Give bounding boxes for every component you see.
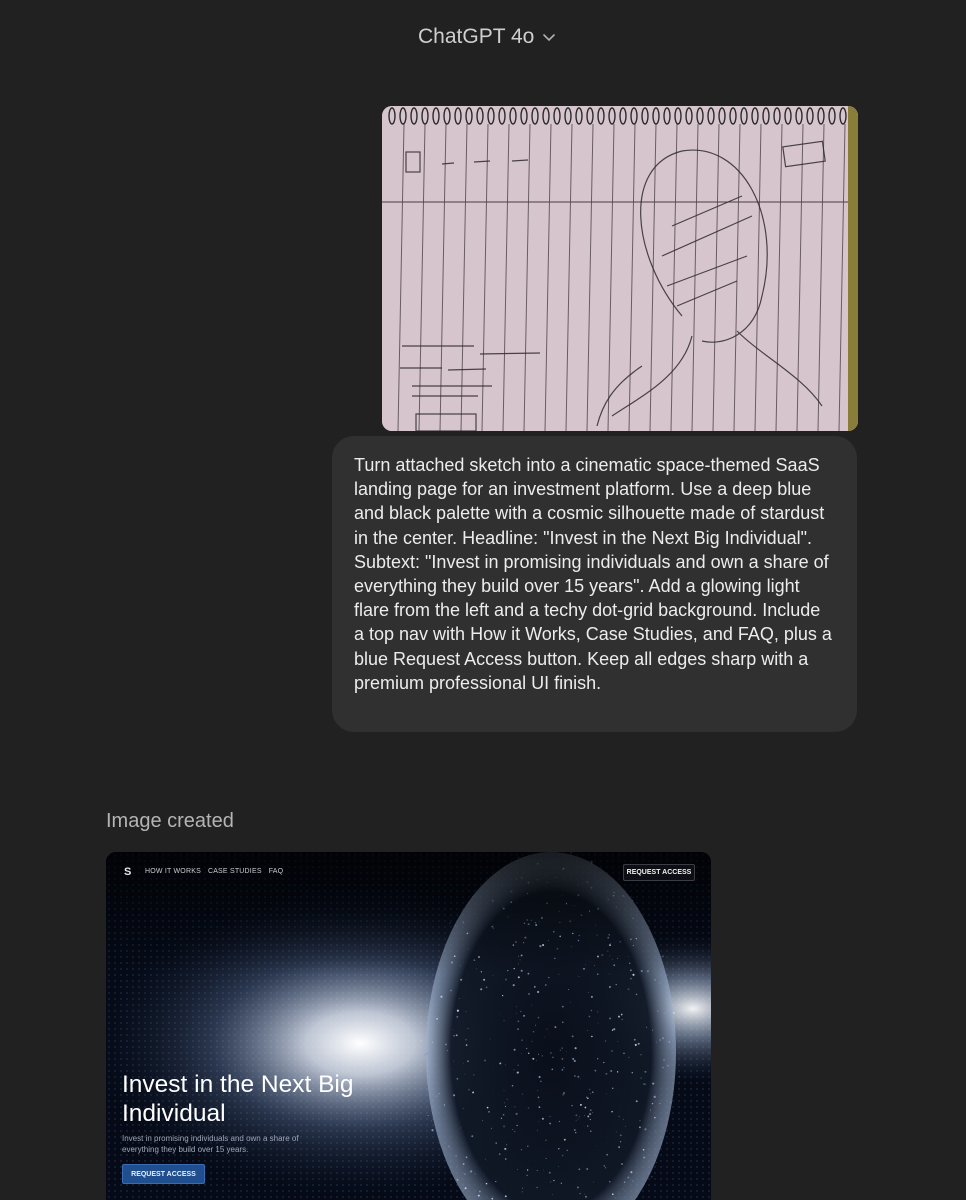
nav-faq[interactable]: FAQ: [268, 868, 284, 875]
model-name: ChatGPT 4o: [418, 25, 535, 48]
chevron-down-icon: [542, 30, 556, 44]
top-nav: [145, 868, 283, 875]
user-message-bubble: [332, 436, 857, 732]
user-message-text: Turn attached sketch into a cinematic space-themed SaaS landing page for an investment platform. Use a deep blue and black palette with a cosmic silhouette made of stardust in the center. Headline: "Invest in the Next Big Individual". Subtext: "Invest in promising individuals and own a share of everything they build over 15 years". Add a glowing light flare from the left and a techy dot-grid background. Include a top nav with How it Works, Case Studies, and FAQ, plus a blue Request Access button. Keep all edges sharp with a premium professional UI finish.: [354, 455, 832, 693]
model-selector[interactable]: [418, 22, 556, 52]
image-created-status: Image created: [106, 810, 234, 832]
nav-case-studies[interactable]: CASE STUDIES: [207, 868, 262, 875]
request-access-cta-button[interactable]: REQUEST ACCESS: [122, 1164, 205, 1184]
generated-image[interactable]: [106, 852, 711, 1200]
hero-headline: Invest in the Next Big Individual: [122, 1071, 354, 1127]
brand-logo[interactable]: S: [124, 866, 132, 878]
hero-subtext: Invest in promising individuals and own a share of everything they build over 15 years.: [122, 1134, 299, 1154]
request-access-nav-button[interactable]: REQUEST ACCESS: [623, 864, 695, 881]
sketch-attachment-image[interactable]: [382, 106, 858, 431]
nav-how-it-works[interactable]: HOW IT WORKS: [145, 868, 201, 875]
